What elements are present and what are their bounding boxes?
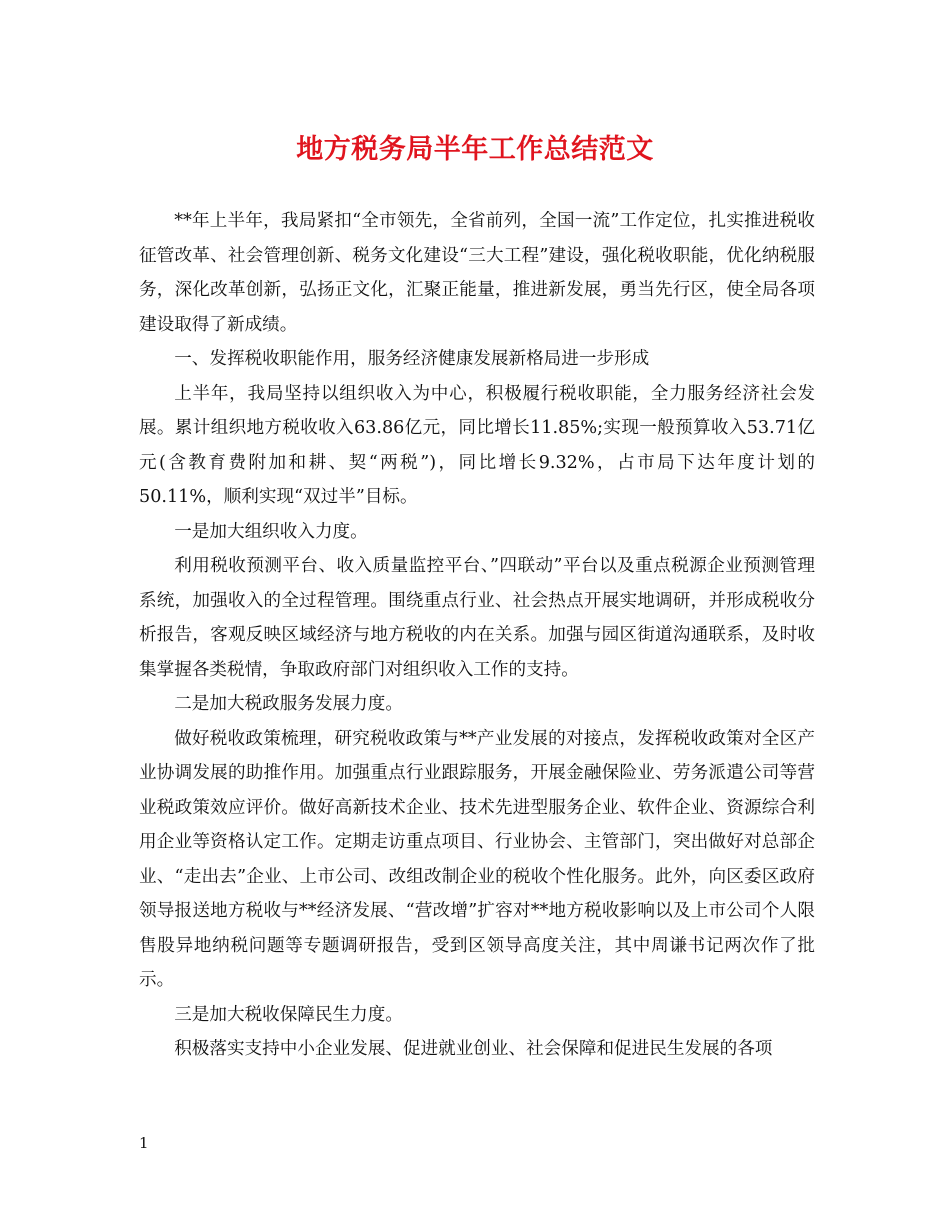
paragraph: **年上半年，我局紧扣“全市领先，全省前列，全国一流”工作定位，扎实推进税收征管改革、社会管理创新、税务文化建设“三大工程”建设，强化税收职能，优化纳税服务，深化改革创新，弘扬正文化，汇聚正能量，推进新发展，勇当先行区，使全局各项建设取得了新成绩。 [139,211,815,335]
document-title: 地方税务局半年工作总结范文 [296,134,654,165]
paragraph: 上半年，我局坚持以组织收入为中心，积极履行税收职能，全力服务经济社会发展。累计组织地方税收收入63.86亿元，同比增长11.85%;实现一般预算收入53.71亿元(含教育费附加和耕、契“两税”)，同比增长9.32%，占市局下达年度计划的50.11%，顺利实现“双过半”目标。 [139,383,815,507]
section-heading: 一、发挥税收职能作用，服务经济健康发展新格局进一步形成 [174,349,650,369]
paragraph: 积极落实支持中小企业发展、促进就业创业、社会保障和促进民生发展的各项 [174,1039,773,1059]
subsection-heading: 二是加大税政服务发展力度。 [174,694,403,714]
document-body [139,204,815,1067]
subsection-heading: 一是加大组织收入力度。 [174,521,368,542]
paragraph: 做好税收政策梳理，研究税收政策与**产业发展的对接点，发挥税收政策对全区产业协调发展的助推作用。加强重点行业跟踪服务，开展金融保险业、劳务派遣公司等营业税政策效应评价。做好高新技术企业、技术先进型服务企业、软件企业、资源综合利用企业等资格认定工作。定期走访重点项目、行业协会、主管部门，突出做好对总部企业、“走出去”企业、上市公司、改组改制企业的税收个性化服务。此外，向区委区政府领导报送地方税收与**经济发展、“营改增”扩容对**地方税收影响以及上市公司个人限售股异地纳税问题等专题调研报告，受到区领导高度关注，其中周谦书记两次作了批示。 [139,728,815,990]
subsection-heading: 三是加大税收保障民生力度。 [174,1004,403,1025]
paragraph: 利用税收预测平台、收入质量监控平台、”四联动”平台以及重点税源企业预测管理系统，加强收入的全过程管理。围绕重点行业、社会热点开展实地调研，并形成税收分析报告，客观反映区域经济与地方税收的内在关系。加强与园区街道沟通联系，及时收集掌握各类税情，争取政府部门对组织收入工作的支持。 [139,556,815,680]
page-number: 1 [139,1134,149,1152]
